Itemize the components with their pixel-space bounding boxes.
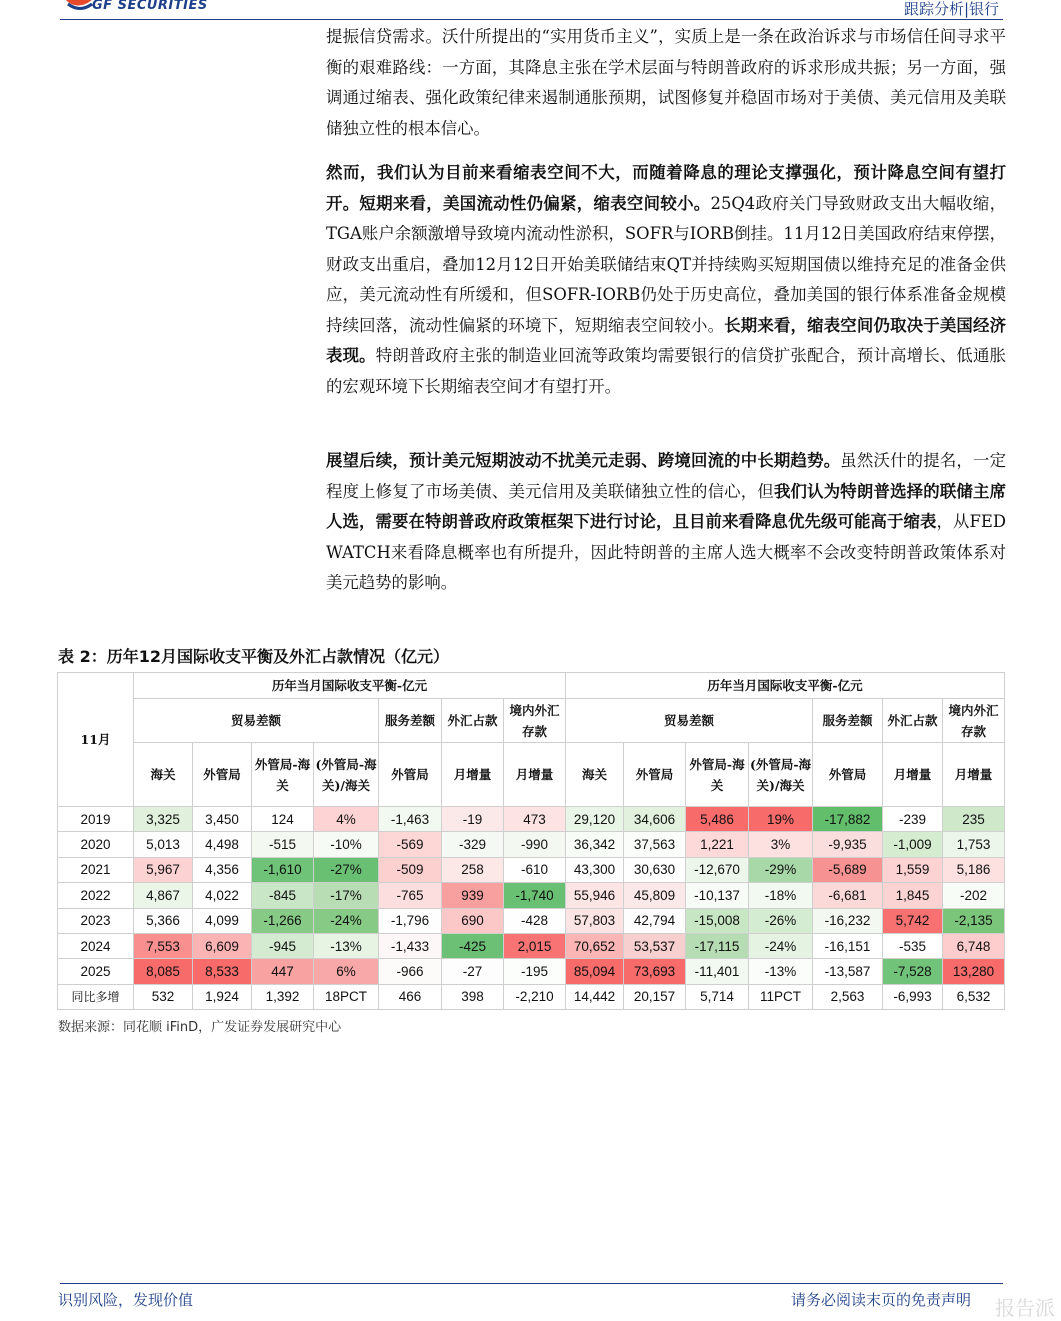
- table-cell: -5,689: [813, 857, 883, 882]
- table-cell: 6,532: [943, 984, 1005, 1009]
- footer-slogan: 识别风险，发现价值: [58, 1291, 194, 1309]
- table-cell: 37,563: [624, 832, 686, 857]
- table-cell: 14,442: [566, 984, 624, 1009]
- row-label: 2025: [58, 959, 134, 984]
- bold-text: 然而，我们认为目前来看缩表空间不大，而随着降息的理论支撑强化，预计降息空间有望打开。短期来看，美国流动性仍偏紧，缩表空间较小。: [326, 163, 1006, 213]
- row-label: 2020: [58, 832, 134, 857]
- paragraph-2: [326, 158, 1006, 402]
- row-label: 同比多增: [58, 984, 134, 1009]
- table-cell: 1,221: [686, 832, 749, 857]
- table-cell: -13%: [749, 959, 813, 984]
- table-cell: -16,232: [813, 908, 883, 933]
- column-header: 月增量: [943, 743, 1005, 807]
- table-cell: 1,753: [943, 832, 1005, 857]
- table-cell: -428: [504, 908, 566, 933]
- bold-text: 展望后续，预计美元短期波动不扰美元走弱、跨境回流的中长期趋势。: [326, 451, 841, 470]
- table-cell: 466: [379, 984, 442, 1009]
- table-cell: 55,946: [566, 883, 624, 908]
- service-balance-header: 服务差额: [813, 699, 883, 743]
- table-cell: 73,693: [624, 959, 686, 984]
- page-header: [0, 0, 1061, 22]
- table-cell: 5,967: [134, 857, 193, 882]
- table-cell: 29,120: [566, 807, 624, 832]
- header-divider: [60, 19, 1003, 20]
- table-cell: -10,137: [686, 883, 749, 908]
- trade-balance-header: 贸易差额: [134, 699, 379, 743]
- table-cell: 3,325: [134, 807, 193, 832]
- bold-text: 长期来看，缩表空间仍取决于美国经济表现。: [326, 315, 1007, 365]
- table-cell: 11PCT: [749, 984, 813, 1009]
- table-cell: -990: [504, 832, 566, 857]
- table-cell: -1,266: [252, 908, 314, 933]
- table-cell: 5,714: [686, 984, 749, 1009]
- body-text: 25Q4政府关门导致财政支出大幅收缩，TGA账户余额激增导致境内流动性淤积，SOFR与IORB倒挂。11月12日美国政府结束停摆，财政支出重启，叠加12月12日开始美联储结束QT并持续购买短期国债以维持充足的准备金供应，美元流动性有所缓和，但SOFR-IORB仍处于历史高位，叠加美国的银行体系准备金规模持续回落，流动性偏紧的环境下，短期缩表空间较小。: [326, 193, 1006, 335]
- table-cell: -845: [252, 883, 314, 908]
- table-cell: -2,135: [943, 908, 1005, 933]
- corner-label: 11月: [58, 673, 134, 807]
- table-row: [58, 883, 1005, 908]
- watermark: 报告派: [995, 1296, 1055, 1320]
- table-cell: -27%: [314, 857, 379, 882]
- footer-divider: [60, 1283, 1003, 1284]
- table-cell: -2,210: [504, 984, 566, 1009]
- group-header-left: 历年当月国际收支平衡-亿元: [134, 673, 566, 699]
- table-cell: 3%: [749, 832, 813, 857]
- table-cell: 6,748: [943, 933, 1005, 958]
- table-cell: 8,533: [193, 959, 252, 984]
- table-cell: -26%: [749, 908, 813, 933]
- row-label: 2022: [58, 883, 134, 908]
- column-header: 月增量: [442, 743, 504, 807]
- logo-text: GF SECURITIES: [92, 0, 208, 13]
- table-cell: -9,935: [813, 832, 883, 857]
- table-cell: 1,845: [883, 883, 943, 908]
- body-text: ，从FED WATCH来看降息概率也有所提升，因此特朗普的主席人选大概率不会改变特朗普政策体系对美元趋势的影响。: [326, 512, 1006, 592]
- table-cell: 4,099: [193, 908, 252, 933]
- fx-deposit-header: 境内外汇存款: [504, 699, 566, 743]
- table-cell: -1,009: [883, 832, 943, 857]
- row-label: 2024: [58, 933, 134, 958]
- table-cell: 4%: [314, 807, 379, 832]
- column-header: 月增量: [504, 743, 566, 807]
- table-cell: -1,740: [504, 883, 566, 908]
- paragraph-1: [326, 22, 1006, 144]
- table-cell: -6,993: [883, 984, 943, 1009]
- body-text: 虽然沃什的提名，一定程度上修复了市场美债、美元信用及美联储独立性的信心，但: [326, 451, 1006, 501]
- table-cell: -18%: [749, 883, 813, 908]
- report-category: 跟踪分析|银行: [903, 0, 999, 18]
- table-cell: 57,803: [566, 908, 624, 933]
- table-cell: 70,652: [566, 933, 624, 958]
- table-cell: -13,587: [813, 959, 883, 984]
- table-cell: -329: [442, 832, 504, 857]
- table-cell: -569: [379, 832, 442, 857]
- table-cell: -13%: [314, 933, 379, 958]
- table-cell: -1,463: [379, 807, 442, 832]
- table-cell: 1,559: [883, 857, 943, 882]
- table-cell: 43,300: [566, 857, 624, 882]
- table-title: 表 2：历年12月国际收支平衡及外汇占款情况（亿元）: [58, 647, 449, 666]
- table-cell: 235: [943, 807, 1005, 832]
- table-row: [58, 832, 1005, 857]
- column-header: 外管局: [813, 743, 883, 807]
- table-cell: 1,924: [193, 984, 252, 1009]
- table-row: [58, 908, 1005, 933]
- row-label: 2023: [58, 908, 134, 933]
- bold-text: 我们认为特朗普选择的联储主席人选，需要在特朗普政府政策框架下进行讨论，且目前来看降息优先级可能高于缩表: [326, 481, 1007, 531]
- table-cell: -15,008: [686, 908, 749, 933]
- column-header: 外管局: [624, 743, 686, 807]
- column-header: 外管局-海关: [252, 743, 314, 807]
- fx-holdings-header: 外汇占款: [883, 699, 943, 743]
- table-cell: -509: [379, 857, 442, 882]
- table-cell: -515: [252, 832, 314, 857]
- table-cell: -195: [504, 959, 566, 984]
- table-cell: 85,094: [566, 959, 624, 984]
- table-cell: 5,486: [686, 807, 749, 832]
- table-cell: -610: [504, 857, 566, 882]
- table-cell: 4,498: [193, 832, 252, 857]
- table-cell: -966: [379, 959, 442, 984]
- column-header: 外管局: [379, 743, 442, 807]
- group-header-right: 历年当月国际收支平衡-亿元: [566, 673, 1005, 699]
- table-cell: 7,553: [134, 933, 193, 958]
- table-cell: -202: [943, 883, 1005, 908]
- table-cell: 4,022: [193, 883, 252, 908]
- bop-table: [57, 672, 1005, 1010]
- table-cell: -29%: [749, 857, 813, 882]
- table-cell: 473: [504, 807, 566, 832]
- table-cell: 5,013: [134, 832, 193, 857]
- service-balance-header: 服务差额: [379, 699, 442, 743]
- table-cell: 3,450: [193, 807, 252, 832]
- table-cell: 1,392: [252, 984, 314, 1009]
- table-cell: -12,670: [686, 857, 749, 882]
- table-cell: -17%: [314, 883, 379, 908]
- footer-disclaimer: 请务必阅读末页的免责声明: [790, 1291, 971, 1309]
- column-header: 外管局-海关: [686, 743, 749, 807]
- table-cell: 939: [442, 883, 504, 908]
- column-header: (外管局-海关)/海关: [749, 743, 813, 807]
- table-cell: -16,151: [813, 933, 883, 958]
- table-cell: 6%: [314, 959, 379, 984]
- table-cell: 6,609: [193, 933, 252, 958]
- table-cell: 30,630: [624, 857, 686, 882]
- table-cell: 2,015: [504, 933, 566, 958]
- row-label: 2021: [58, 857, 134, 882]
- paragraph-3: [326, 446, 1006, 599]
- table-cell: 5,186: [943, 857, 1005, 882]
- table-cell: -7,528: [883, 959, 943, 984]
- table-cell: 258: [442, 857, 504, 882]
- table-cell: -239: [883, 807, 943, 832]
- table-cell: 447: [252, 959, 314, 984]
- fx-holdings-header: 外汇占款: [442, 699, 504, 743]
- table-row: [58, 857, 1005, 882]
- table-cell: -1,796: [379, 908, 442, 933]
- table-cell: -945: [252, 933, 314, 958]
- trade-balance-header: 贸易差额: [566, 699, 813, 743]
- column-header: 月增量: [883, 743, 943, 807]
- table-cell: 45,809: [624, 883, 686, 908]
- table-cell: -765: [379, 883, 442, 908]
- table-cell: 2,563: [813, 984, 883, 1009]
- table-cell: 532: [134, 984, 193, 1009]
- table-row: [58, 933, 1005, 958]
- table-row: [58, 984, 1005, 1009]
- table-row: [58, 807, 1005, 832]
- table-cell: 398: [442, 984, 504, 1009]
- body-text: 特朗普政府主张的制造业回流等政策均需要银行的信贷扩张配合，预计高增长、低通胀的宏观环境下长期缩表空间才有望打开。: [326, 346, 1007, 396]
- table-cell: -1,610: [252, 857, 314, 882]
- column-header: 海关: [134, 743, 193, 807]
- table-cell: -27: [442, 959, 504, 984]
- column-header: 外管局: [193, 743, 252, 807]
- table-cell: -425: [442, 933, 504, 958]
- table-cell: 34,606: [624, 807, 686, 832]
- table-cell: 8,085: [134, 959, 193, 984]
- column-header: (外管局-海关)/海关: [314, 743, 379, 807]
- table-cell: 42,794: [624, 908, 686, 933]
- table-cell: 5,742: [883, 908, 943, 933]
- table-cell: -1,433: [379, 933, 442, 958]
- table-cell: -17,115: [686, 933, 749, 958]
- table-cell: 18PCT: [314, 984, 379, 1009]
- table-cell: -17,882: [813, 807, 883, 832]
- table-cell: -24%: [749, 933, 813, 958]
- table-cell: 13,280: [943, 959, 1005, 984]
- gf-securities-logo: [60, 0, 230, 20]
- table-cell: -6,681: [813, 883, 883, 908]
- table-cell: -535: [883, 933, 943, 958]
- table-cell: 19%: [749, 807, 813, 832]
- table-cell: 124: [252, 807, 314, 832]
- body-text: 提振信贷需求。沃什所提出的“实用货币主义”，实质上是一条在政治诉求与市场信任间寻求平衡的艰难路线：一方面，其降息主张在学术层面与特朗普政府的诉求形成共振；另一方面，强调通过缩表、强化政策纪律来遏制通胀预期，试图修复并稳固市场对于美债、美元信用及美联储独立性的根本信心。: [326, 27, 1006, 138]
- table-cell: 36,342: [566, 832, 624, 857]
- table-cell: 5,366: [134, 908, 193, 933]
- table-cell: -19: [442, 807, 504, 832]
- data-source: 数据来源：同花顺 iFinD，广发证券发展研究中心: [58, 1020, 342, 1035]
- column-header: 海关: [566, 743, 624, 807]
- row-label: 2019: [58, 807, 134, 832]
- table-cell: 690: [442, 908, 504, 933]
- table-cell: -10%: [314, 832, 379, 857]
- table-cell: -11,401: [686, 959, 749, 984]
- table-cell: -24%: [314, 908, 379, 933]
- table-cell: 4,867: [134, 883, 193, 908]
- table-row: [58, 959, 1005, 984]
- table-cell: 53,537: [624, 933, 686, 958]
- table-cell: 20,157: [624, 984, 686, 1009]
- fx-deposit-header: 境内外汇存款: [943, 699, 1005, 743]
- table-cell: 4,356: [193, 857, 252, 882]
